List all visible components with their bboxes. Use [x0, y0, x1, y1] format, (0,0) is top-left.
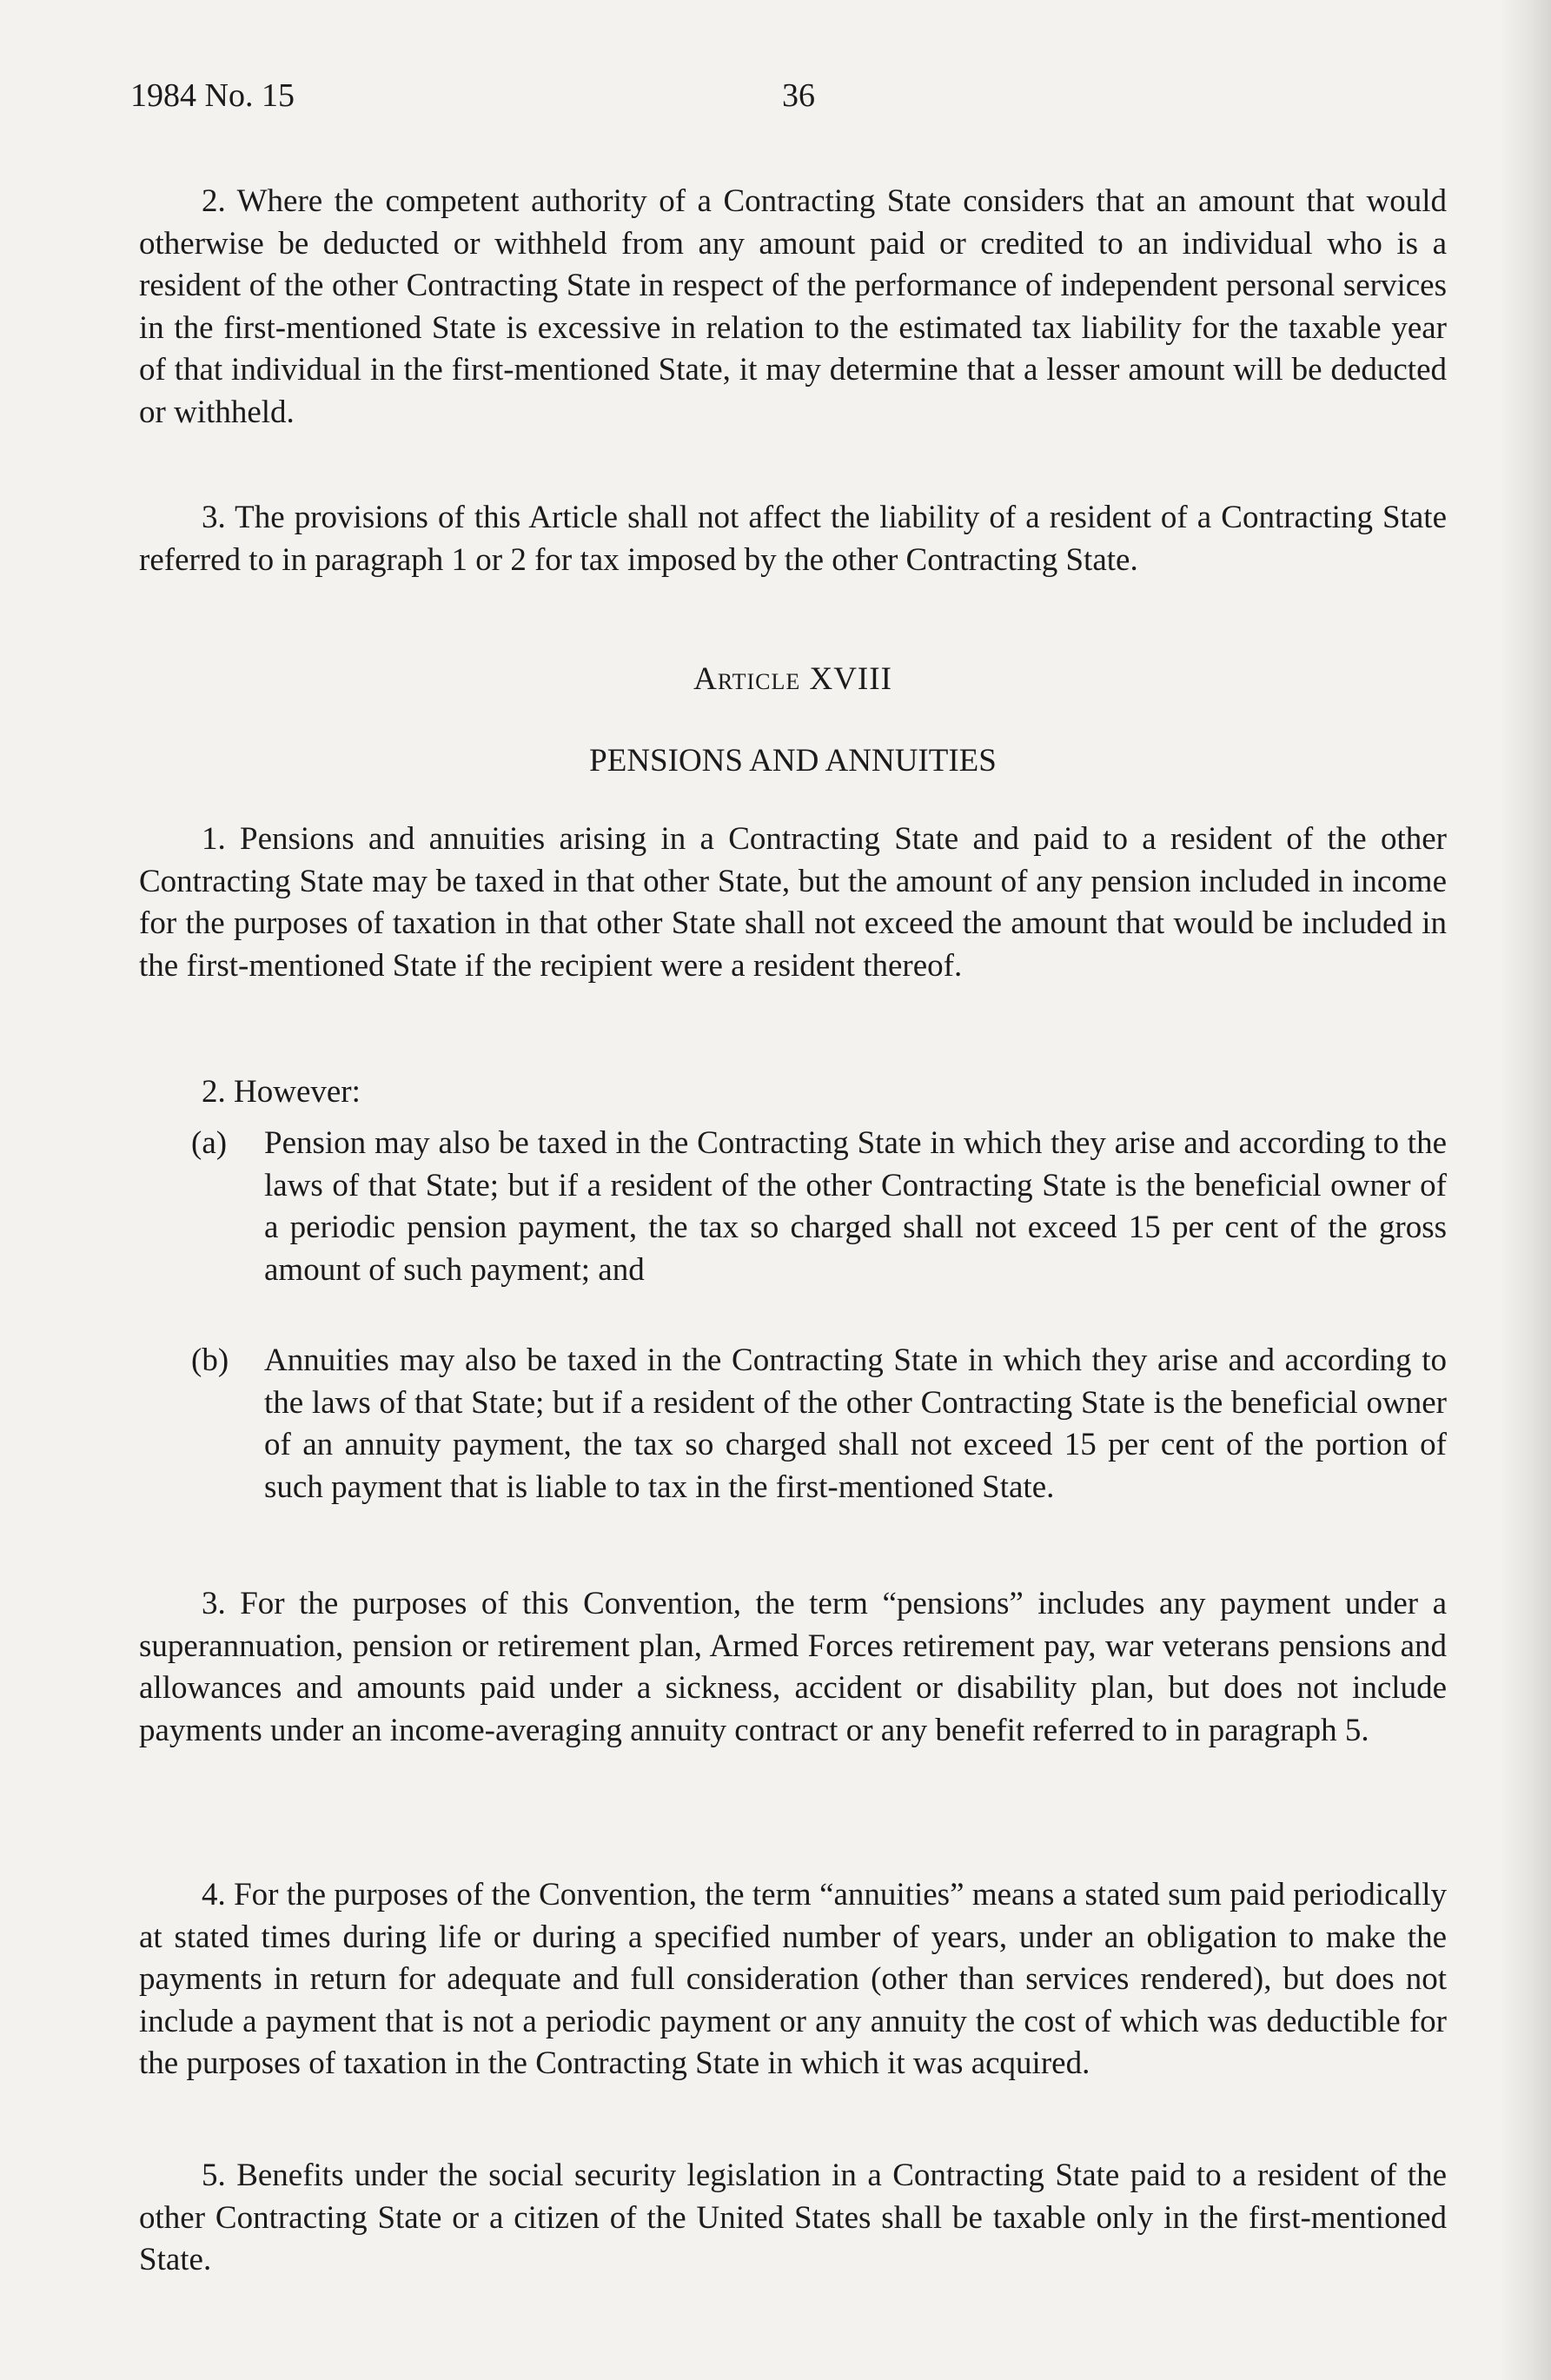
paragraph-2-article-17 — [139, 181, 1447, 434]
statute-reference: 1984 No. 15 — [130, 77, 295, 114]
page-number: 36 — [782, 77, 815, 114]
subparagraph-label: (a) — [191, 1125, 228, 1161]
subparagraph-text: Annuities may also be taxed in the Contracting State in which they arise and according to the laws of that State; but if a resident of the other Contracting State is the beneficial owner of an annuity payment, the tax so charged shall not exceed 15 per cent of the portion of such payment that is liable to tax in the first-mentioned State. — [264, 1342, 1447, 1505]
article-paragraph-2-intro — [139, 1071, 1447, 1114]
paragraph-text: 4. For the purposes of the Convention, the term “annuities” means a stated sum paid periodically at stated times during life or during a specified number of years, under an obligation to make the payments in return for adequate and full consideration (other than services rendered), but does not include a payment that is not a periodic payment or any annuity the cost of which was deductible for the purposes of taxation in the Contracting State in which it was acquired. — [139, 1877, 1447, 2081]
paragraph-text: 2. Where the competent authority of a Contracting State considers that an amount that would otherwise be deducted or withheld from any amount paid or credited to an individual who is a resident of the other Contracting State in respect of the performance of independent personal services in the first-mentioned State is excessive in relation to the estimated tax liability for the taxable year of that individual in the first-mentioned State, it may determine that a lesser amount will be deducted or withheld. — [139, 183, 1447, 430]
paragraph-3-article-17 — [139, 497, 1447, 581]
article-paragraph-3 — [139, 1583, 1447, 1752]
paragraph-text: 2. However: — [202, 1074, 361, 1110]
article-paragraph-4 — [139, 1874, 1447, 2085]
subparagraph-label: (b) — [191, 1342, 229, 1378]
paragraph-text: 1. Pensions and annuities arising in a Contracting State and paid to a resident of the other Contracting State may be taxed in that other State, but the amount of any pension included in income for the purposes of taxation in that other State shall not exceed the amount that would be included in the first-mentioned State if the recipient were a resident thereof. — [139, 821, 1447, 984]
article-title: PENSIONS AND ANNUITIES — [589, 743, 997, 779]
paragraph-text: 3. For the purposes of this Convention, the term “pensions” includes any payment under a superannuation, pension or retirement plan, Armed Forces retirement pay, war veterans pensions and allowances and amounts paid under a sickness, accident or disability plan, but does not include payments under an income-averaging annuity contract or any benefit referred to in paragraph 5. — [139, 1586, 1447, 1748]
subparagraph-a — [191, 1123, 1447, 1291]
article-number: Article XVIII — [693, 661, 892, 697]
article-paragraph-5 — [139, 2155, 1447, 2282]
article-paragraph-1 — [139, 819, 1447, 987]
paragraph-text: 5. Benefits under the social security legislation in a Contracting State paid to a resident of the other Contracting State or a citizen of the United States shall be taxable only in the first-mentioned State. — [139, 2158, 1447, 2277]
subparagraph-text: Pension may also be taxed in the Contracting State in which they arise and according to the laws of that State; but if a resident of the other Contracting State is the beneficial owner of a periodic pension payment, the tax so charged shall not exceed 15 per cent of the gross amount of such payment; and — [264, 1125, 1447, 1288]
subparagraph-b — [191, 1340, 1447, 1508]
page-edge-shadow — [1499, 0, 1551, 2380]
paragraph-text: 3. The provisions of this Article shall not affect the liability of a resident of a Contracting State referred to in paragraph 1 or 2 for tax imposed by the other Contracting State. — [139, 500, 1447, 578]
